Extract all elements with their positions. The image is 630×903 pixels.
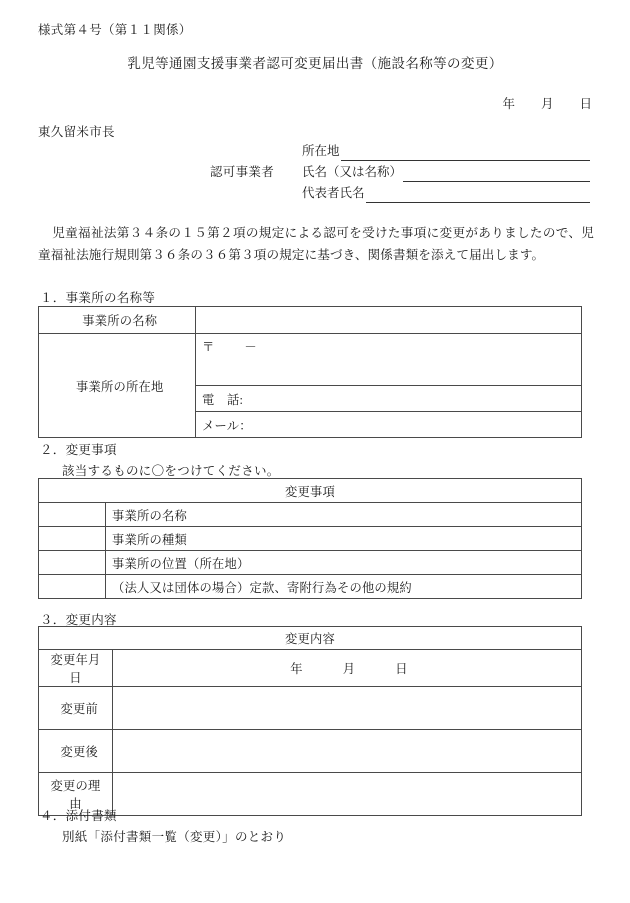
applicant-block [210, 140, 590, 203]
applicant-location-field[interactable] [341, 143, 590, 161]
change-content-table [38, 626, 582, 816]
section2-heading: ２．変更事項 [40, 443, 117, 457]
facility-name-input[interactable] [196, 307, 582, 334]
applicant-location-label: 所在地 [302, 144, 340, 158]
change-date-day-label: 日 [395, 662, 408, 676]
applicant-side-label: 認可事業者 [210, 165, 275, 179]
applicant-representative-label: 代表者氏名 [302, 186, 365, 200]
postal-separator: － [244, 340, 257, 354]
facility-postal-input[interactable] [196, 334, 582, 386]
body-paragraph [38, 222, 594, 266]
change-date-year-label: 年 [290, 662, 303, 676]
facility-address-label: 事業所の所在地 [39, 334, 196, 438]
facility-table [38, 306, 582, 438]
change-reason-label: 変更の理由 [39, 773, 113, 816]
date-day-label: 日 [579, 97, 592, 111]
facility-mail-label: メール： [202, 418, 252, 433]
date-month-label: 月 [540, 97, 554, 111]
section2-note: 該当するものに〇をつけてください。 [62, 464, 280, 478]
table-row-change-content-header [39, 627, 582, 650]
applicant-row-name [210, 161, 590, 182]
section4-heading: ４．添付書類 [40, 809, 117, 823]
postal-mark-icon: 〒 [202, 340, 215, 354]
section3-heading: ３．変更内容 [40, 613, 117, 627]
table-row [39, 687, 582, 730]
change-after-label: 変更後 [39, 730, 113, 773]
change-item-label-0: 事業所の名称 [106, 503, 582, 527]
body-paragraph-text: 児童福祉法第３４条の１５第２項の規定による認可を受けた事項に変更がありましたので、児童福祉法施行規則第３６条の３６第３項の規定に基づき、関係書類を添えて届出します。 [38, 226, 594, 262]
change-before-label: 変更前 [39, 687, 113, 730]
change-item-label-1: 事業所の種類 [106, 527, 582, 551]
applicant-name-label: 氏名（又は名称） [302, 165, 403, 179]
applicant-representative-field[interactable] [366, 185, 590, 203]
facility-tel-input[interactable] [196, 386, 582, 412]
facility-tel-label: 電 話: [202, 392, 244, 407]
applicant-row-representative [210, 182, 590, 203]
applicant-name-field[interactable] [403, 164, 590, 182]
section4-note: 別紙「添付書類一覧（変更）」のとおり [62, 830, 287, 844]
table-row-change-items-header [39, 479, 582, 503]
change-before-input[interactable] [113, 687, 582, 730]
table-row-facility-postal [39, 334, 582, 386]
change-date-input[interactable] [113, 650, 582, 687]
table-row [39, 551, 582, 575]
document-title: 乳児等通園支援事業者認可変更届出書（施設名称等の変更） [127, 56, 503, 71]
change-item-circle-cell-1[interactable] [39, 527, 106, 551]
change-content-header: 変更内容 [39, 627, 582, 650]
facility-name-label: 事業所の名称 [39, 307, 196, 334]
section1-heading: １．事業所の名称等 [40, 291, 156, 305]
date-line [0, 94, 592, 112]
change-item-label-3: （法人又は団体の場合）定款、寄附行為その他の規約 [106, 575, 582, 599]
change-item-label-2: 事業所の位置（所在地） [106, 551, 582, 575]
date-year-label: 年 [502, 97, 515, 111]
table-row-facility-name [39, 307, 582, 334]
table-row [39, 730, 582, 773]
addressee: 東久留米市長 [38, 125, 115, 139]
form-code: 様式第４号（第１１関係） [38, 23, 192, 37]
change-date-month-label: 月 [342, 662, 356, 676]
table-row [39, 503, 582, 527]
applicant-row-location [210, 140, 590, 161]
change-item-circle-cell-2[interactable] [39, 551, 106, 575]
change-items-header: 変更事項 [39, 479, 582, 503]
table-row [39, 575, 582, 599]
table-row [39, 773, 582, 816]
change-after-input[interactable] [113, 730, 582, 773]
change-reason-input[interactable] [113, 773, 582, 816]
table-row [39, 527, 582, 551]
change-item-circle-cell-3[interactable] [39, 575, 106, 599]
change-date-label: 変更年月日 [39, 650, 113, 687]
change-items-table [38, 478, 582, 599]
table-row-change-date [39, 650, 582, 687]
facility-mail-input[interactable] [196, 412, 582, 438]
change-item-circle-cell-0[interactable] [39, 503, 106, 527]
